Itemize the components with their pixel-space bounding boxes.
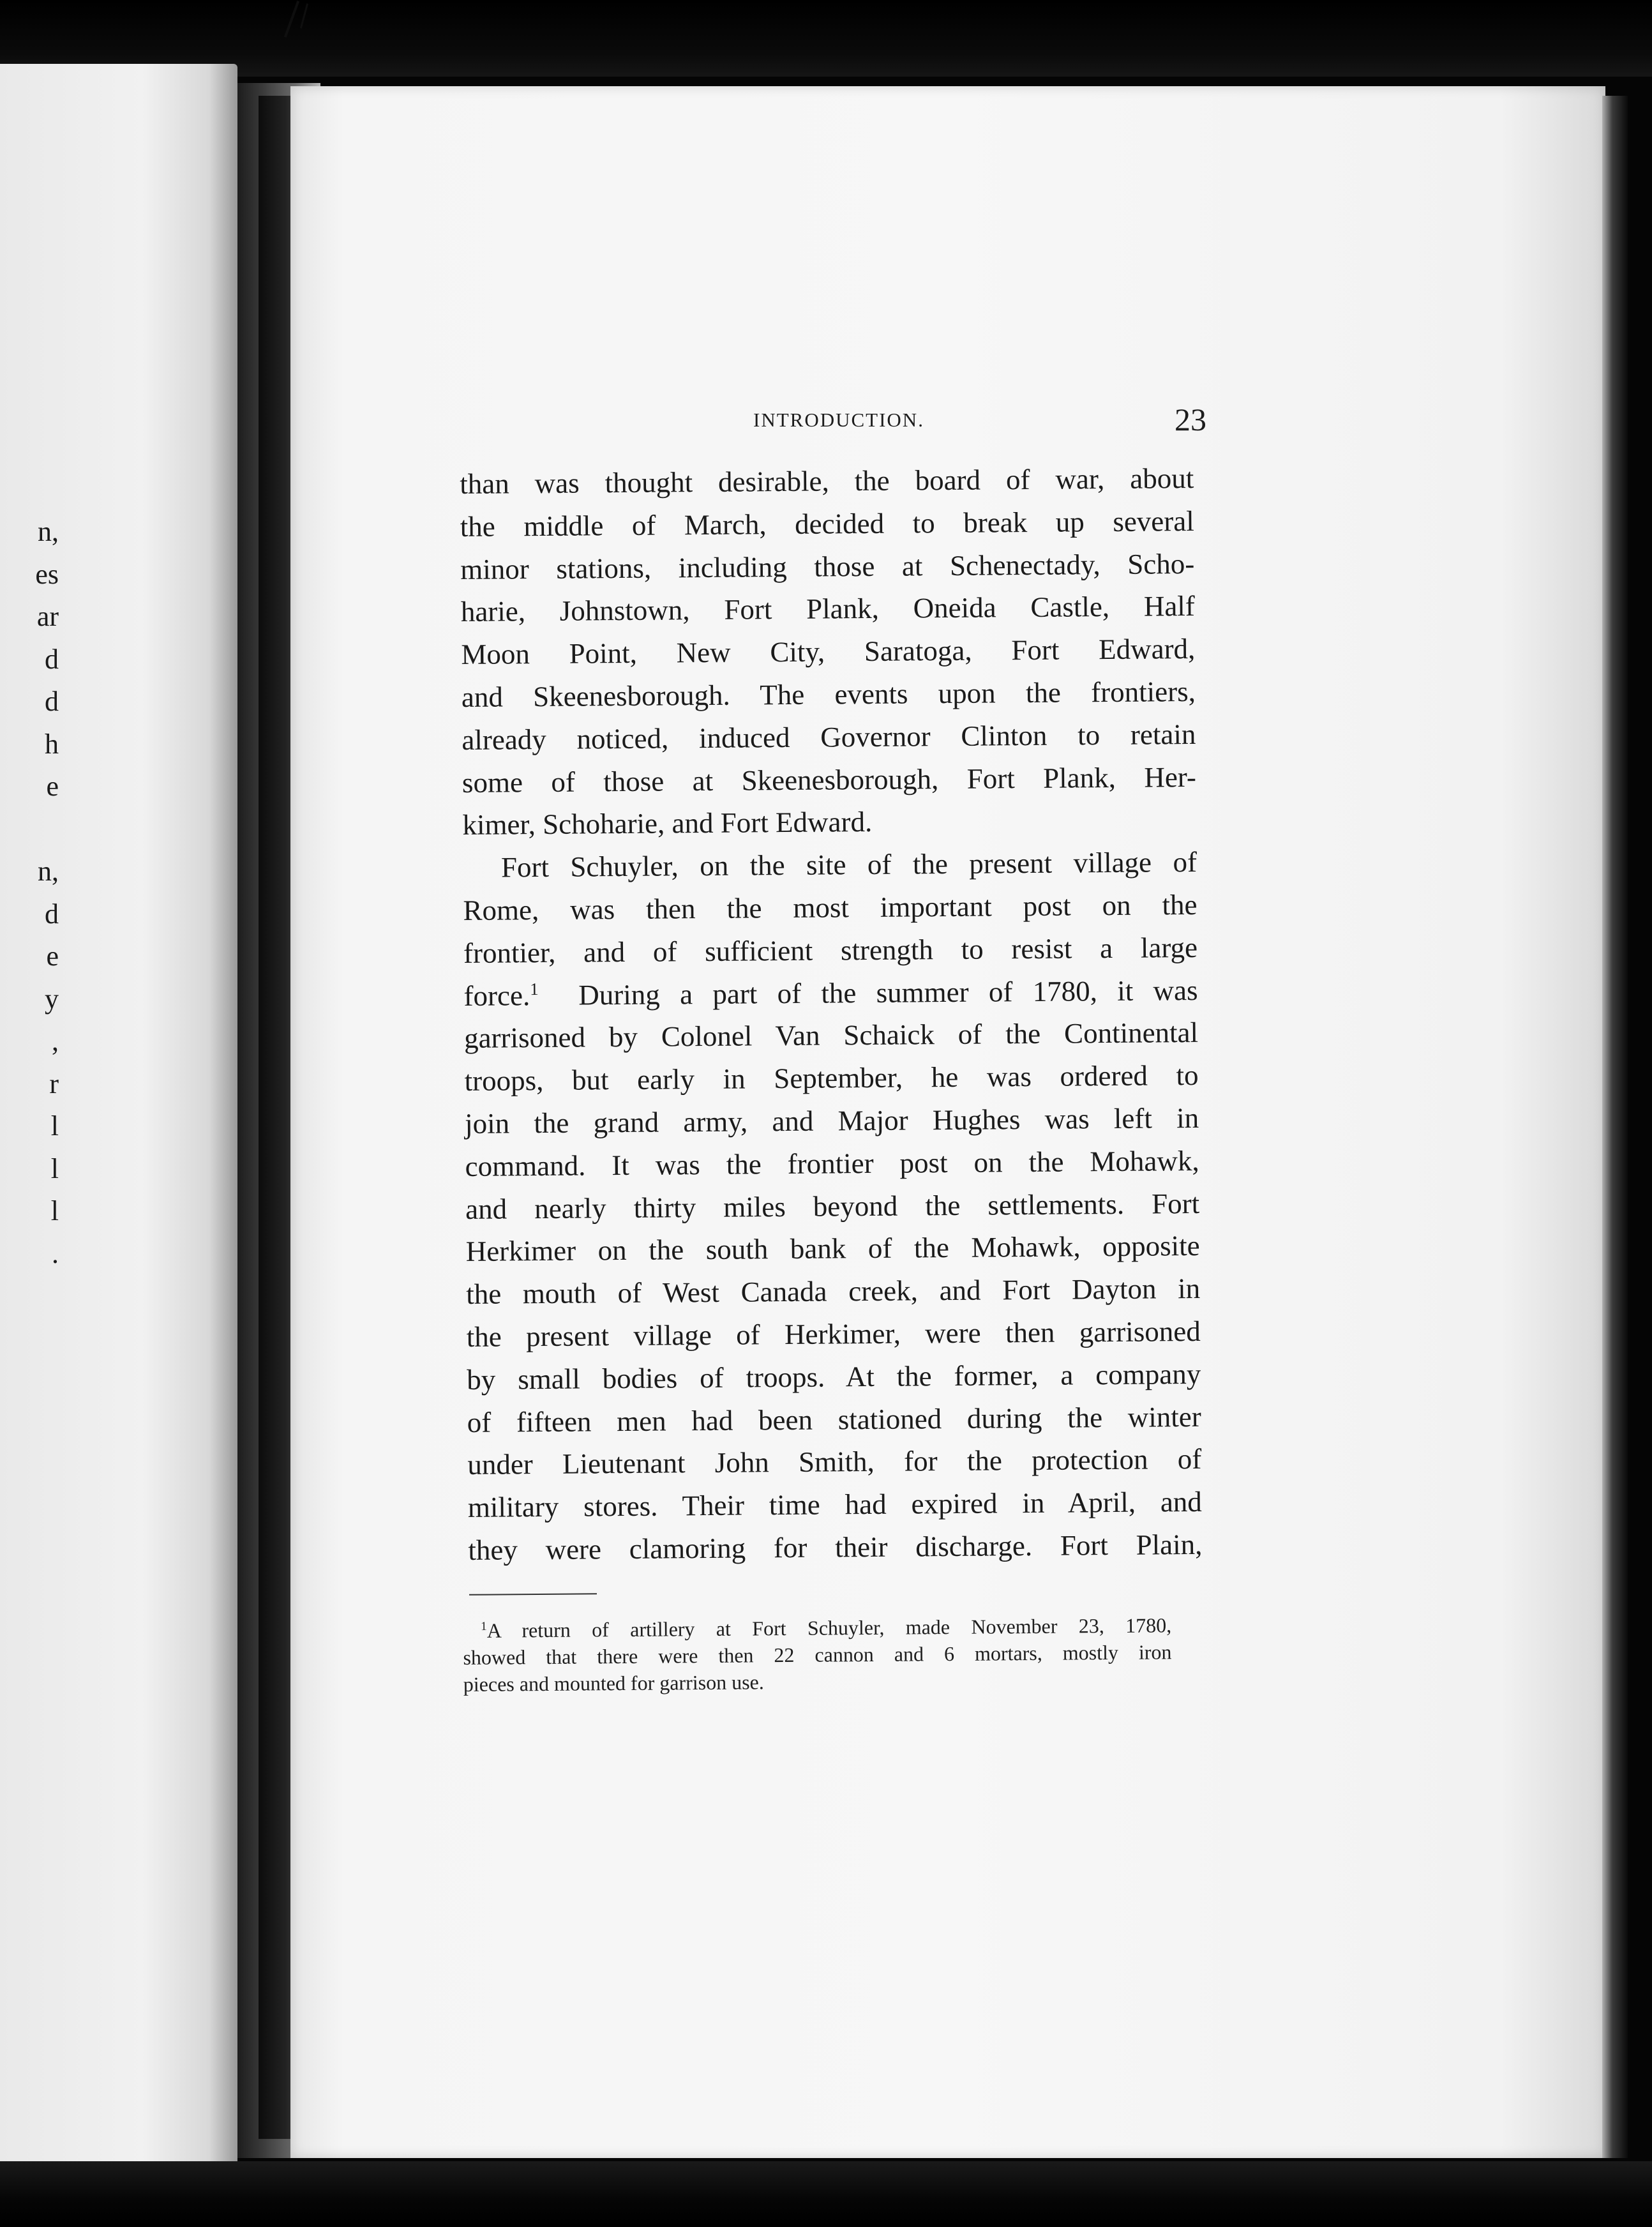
text-line: the middle of March, decided to break up several xyxy=(460,504,1194,543)
fragment-line: ar xyxy=(36,601,59,632)
text-line: garrisoned by Colonel Van Schaick of the Continental xyxy=(463,1016,1199,1055)
text-line: and Skeenesborough. The events upon the frontiers, xyxy=(461,675,1196,713)
text-line: troops, but early in September, he was ordered to xyxy=(464,1059,1199,1098)
fragment-line: es xyxy=(35,558,59,590)
text-line: frontier, and of sufficient strength to resist a large xyxy=(463,931,1198,969)
fragment-line: . xyxy=(52,1237,59,1269)
footnote-line: pieces and mounted for garrison use. xyxy=(463,1670,764,1696)
scan-top-border xyxy=(0,0,1652,77)
page-right-edge xyxy=(1602,96,1628,2158)
fragment-line: y xyxy=(45,983,59,1015)
facing-page-left xyxy=(0,64,237,2171)
footnote-line: showed that there were then 22 cannon and 6 mortars, mostly iron xyxy=(463,1640,1172,1669)
text-line: the present village of Herkimer, were then garrisoned xyxy=(466,1315,1201,1353)
text-line: under Lieutenant John Smith, for the protection of xyxy=(467,1443,1202,1481)
footnote-reference: 1 xyxy=(530,979,539,999)
text-line-with-footnote-ref xyxy=(463,969,1198,1018)
page-number: 23 xyxy=(1175,402,1206,437)
fragment-line: l xyxy=(50,1110,59,1142)
fragment-line: e xyxy=(46,771,59,802)
body-text xyxy=(460,457,1203,1572)
text-line: already noticed, induced Governor Clinton to retain xyxy=(462,718,1196,756)
footnote-text: A return of artillery at Fort Schuyler, made November 23, 1780, xyxy=(486,1613,1172,1642)
footnote xyxy=(463,1612,1172,1698)
running-header xyxy=(753,401,1206,442)
text-line: harie, Johnstown, Fort Plank, Oneida Castle, Half xyxy=(460,590,1195,628)
fragment-line: l xyxy=(50,1152,59,1184)
text-line: they were clamoring for their discharge. Fort Plain, xyxy=(468,1528,1203,1566)
fragment-line: e xyxy=(46,940,59,972)
text-line: Moon Point, New City, Saratoga, Fort Edward, xyxy=(461,633,1196,671)
fragment-line: n, xyxy=(38,856,59,887)
text-line: command. It was the frontier post on the Mohawk, xyxy=(465,1144,1199,1182)
running-head-title: INTRODUCTION. xyxy=(753,409,924,431)
text-line: Rome, was then the most important post on the xyxy=(463,888,1198,926)
paragraph-first-line: Fort Schuyler, on the site of the present village of xyxy=(500,846,1198,884)
fragment-line: h xyxy=(45,728,59,760)
fragment-line: l xyxy=(50,1195,59,1227)
facing-page-text-fragments xyxy=(0,511,64,1275)
text-line: Herkimer on the south bank of the Mohawk, opposite xyxy=(465,1230,1200,1268)
text-line: some of those at Skeenesborough, Fort Plank, Her- xyxy=(462,760,1197,799)
text-line: the mouth of West Canada creek, and Fort Dayton in xyxy=(466,1272,1201,1311)
fragment-line: , xyxy=(52,1025,59,1057)
text-line: of fifteen men had been stationed during the winter xyxy=(467,1400,1201,1438)
text-line: join the grand army, and Major Hughes was left in xyxy=(464,1101,1199,1140)
text-line: kimer, Schoharie, and Fort Edward. xyxy=(462,806,873,842)
fragment-line: d xyxy=(45,686,59,717)
text-line: minor stations, including those at Schenectady, Scho- xyxy=(460,547,1195,585)
fragment-line xyxy=(0,808,64,851)
text-line: by small bodies of troops. At the former, a company xyxy=(467,1357,1201,1396)
text-fragment: force. xyxy=(463,979,530,1012)
fragment-line: n, xyxy=(38,516,59,547)
scan-bottom-border xyxy=(0,2161,1652,2227)
text-line: and nearly thirty miles beyond the settlements. Fort xyxy=(465,1187,1200,1225)
text-line: military stores. Their time had expired in April, and xyxy=(467,1486,1203,1524)
footnote-marker: 1 xyxy=(481,1620,487,1634)
text-line: than was thought desirable, the board of war, about xyxy=(460,462,1194,500)
fragment-line: d xyxy=(45,643,59,675)
text-fragment: During a part of the summer of 1780, it was xyxy=(578,974,1198,1011)
fragment-line: r xyxy=(49,1068,59,1099)
fragment-line: d xyxy=(45,898,59,930)
